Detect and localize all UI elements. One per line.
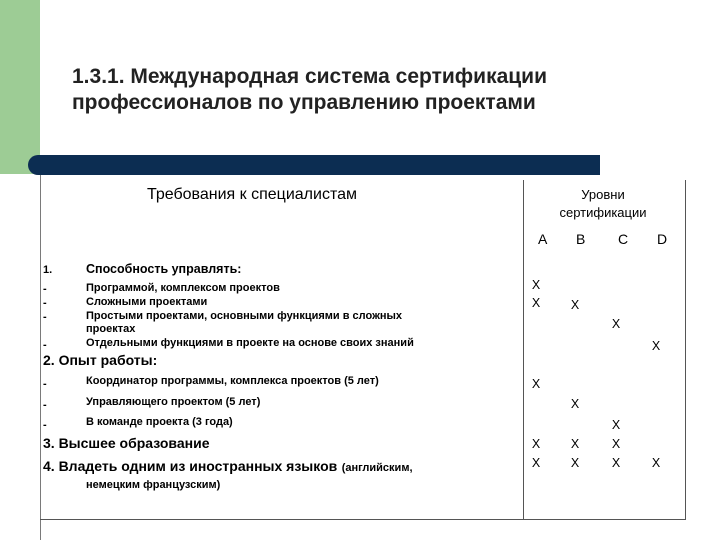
mark-x: X	[651, 339, 661, 353]
list-item: Координатор программы, комплекса проектов (5 лет)	[86, 375, 379, 387]
dash-marker: -	[43, 283, 47, 295]
mark-x: X	[570, 298, 580, 312]
dash-marker: -	[43, 419, 47, 431]
list-item: Сложными проектами	[86, 296, 208, 308]
requirements-header: Требования к специалистам	[147, 186, 357, 203]
level-b-label: B	[576, 231, 586, 247]
mark-x: X	[611, 418, 621, 432]
table-bottom-border	[40, 519, 686, 520]
level-d-label: D	[657, 231, 668, 247]
level-c-label: C	[618, 231, 629, 247]
levels-header-line-1: Уровни	[581, 187, 625, 202]
left-vertical-rule	[40, 172, 41, 540]
title-line-2: профессионалов по управлению проектами	[72, 91, 536, 114]
list-item: Программой, комплексом проектов	[86, 282, 280, 294]
mark-x: X	[531, 278, 541, 292]
title-line-1: 1.3.1. Международная система сертификации	[72, 65, 547, 88]
mark-x: X	[531, 296, 541, 310]
mark-x: X	[651, 456, 661, 470]
list-item: проектах	[86, 323, 136, 335]
level-a-label: A	[538, 231, 548, 247]
dash-marker: -	[43, 378, 47, 390]
mark-x: X	[611, 456, 621, 470]
header-divider-bar	[28, 155, 600, 175]
levels-header	[530, 186, 676, 222]
dash-marker: -	[43, 311, 47, 323]
mark-x: X	[531, 377, 541, 391]
list-item: Управляющего проектом (5 лет)	[86, 396, 261, 408]
section-4-title-suffix: (английским,	[341, 462, 413, 474]
mark-x: X	[531, 456, 541, 470]
section-4-title-continued: немецким французским)	[86, 479, 221, 491]
page-title	[72, 64, 712, 116]
list-item: В команде проекта (3 года)	[86, 416, 233, 428]
dash-marker: -	[43, 399, 47, 411]
section-1-title: Способность управлять:	[86, 262, 242, 276]
mark-x: X	[611, 437, 621, 451]
section-4-title	[43, 458, 413, 476]
list-item: Простыми проектами, основными функциями в сложных	[86, 310, 403, 322]
mark-x: X	[611, 317, 621, 331]
mark-x: X	[570, 456, 580, 470]
dash-marker: -	[43, 297, 47, 309]
section-4-title-text: 4. Владеть одним из иностранных языков	[43, 458, 338, 474]
table-column-divider	[523, 180, 524, 520]
dash-marker: -	[43, 339, 47, 351]
list-item: Отдельными функциями в проекте на основе своих знаний	[86, 337, 414, 349]
section-1-number: 1.	[43, 264, 53, 276]
table-right-border	[685, 180, 686, 520]
section-2-title: 2. Опыт работы:	[43, 352, 158, 368]
section-3-title: 3. Высшее образование	[43, 435, 210, 451]
mark-x: X	[570, 437, 580, 451]
mark-x: X	[570, 397, 580, 411]
levels-header-line-2: сертификации	[559, 205, 647, 220]
mark-x: X	[531, 437, 541, 451]
